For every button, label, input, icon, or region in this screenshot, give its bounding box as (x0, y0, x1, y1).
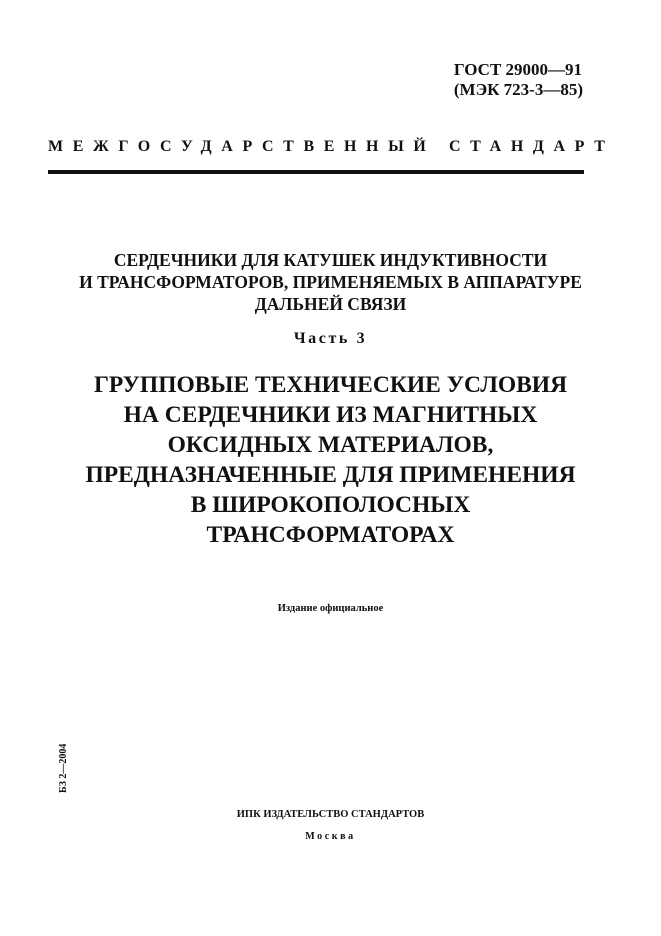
header-rule (48, 170, 584, 174)
publisher-city: Москва (305, 831, 356, 842)
main-title-line: ПРЕДНАЗНАЧЕННЫЕ ДЛЯ ПРИМЕНЕНИЯ (85, 462, 576, 488)
main-title-line: В ШИРОКОПОЛОСНЫХ (190, 492, 471, 518)
main-title-line: ОКСИДНЫХ МАТЕРИАЛОВ, (167, 432, 494, 458)
main-title-line: ТРАНСФОРМАТОРАХ (206, 522, 455, 548)
side-catalog-code: БЗ 2—2004 (58, 743, 69, 793)
main-title-line: ГРУППОВЫЕ ТЕХНИЧЕСКИЕ УСЛОВИЯ (93, 372, 568, 398)
general-title-line: СЕРДЕЧНИКИ ДЛЯ КАТУШЕК ИНДУКТИВНОСТИ (113, 250, 548, 270)
part-label: Часть 3 (293, 330, 368, 347)
main-title-line: НА СЕРДЕЧНИКИ ИЗ МАГНИТНЫХ (123, 402, 538, 428)
general-title-line: ДАЛЬНЕЙ СВЯЗИ (254, 294, 407, 314)
edition-label: Издание официальное (277, 603, 384, 614)
main-title (0, 370, 661, 550)
general-title-line: И ТРАНСФОРМАТОРОВ, ПРИМЕНЯЕМЫХ В АППАРАТУРЕ (79, 272, 582, 292)
iec-reference: (МЭК 723-3—85) (453, 80, 583, 99)
interstate-standard-banner: МЕЖГОСУДАРСТВЕННЫЙ СТАНДАРТ (48, 138, 615, 155)
general-title (0, 249, 661, 315)
publisher-name: ИПК ИЗДАТЕЛЬСТВО СТАНДАРТОВ (236, 809, 425, 820)
standard-code-block (454, 60, 583, 100)
standard-number: ГОСТ 29000—91 (453, 60, 583, 79)
